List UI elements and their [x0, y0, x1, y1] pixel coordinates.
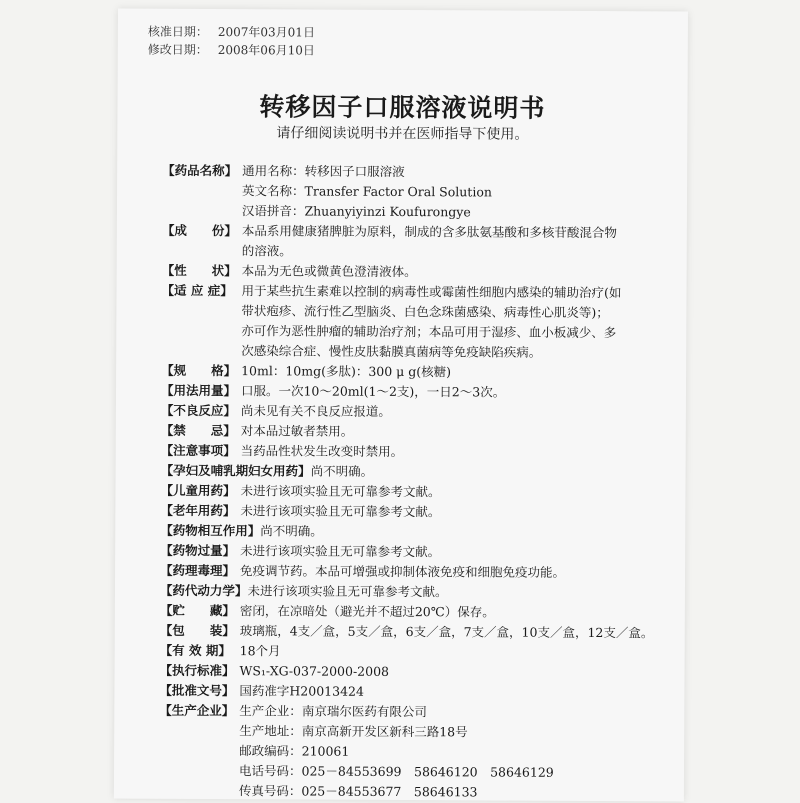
approval-number-value: 国药准字H20013424: [239, 683, 365, 699]
section-interactions: [160, 521, 670, 544]
overdose-value: 未进行该项实验且无可靠参考文献。: [240, 543, 441, 560]
section-label: 【性 状】: [161, 262, 237, 279]
section-label: 【孕妇及哺乳期妇女用药】: [160, 462, 311, 479]
indications-line: 亦可作为恶性肿瘤的辅助治疗剂；本品可用于湿疹、血小板减少、多: [241, 323, 617, 341]
address-key: 生产地址：: [239, 723, 302, 739]
company-key: 生产企业：: [239, 703, 302, 719]
section-label: 【药理毒理】: [160, 562, 236, 579]
phone-key: 电话号码：: [238, 763, 302, 779]
composition-line: 的溶液。: [241, 243, 292, 259]
section-indications: [161, 281, 671, 364]
section-pharmacology: [160, 561, 670, 584]
document-subtitle: 请仔细阅读说明书并在医师指导下使用。: [276, 125, 529, 143]
section-package: [160, 621, 670, 644]
postcode-key: 邮政编码：: [239, 743, 302, 759]
fax-key: 传真号码：: [238, 783, 302, 799]
pharmacokinetics-value: 未进行该项实验且无可靠参考文献。: [247, 583, 448, 600]
approval-date-label: 核准日期：: [147, 24, 208, 39]
standard-value: WS₁-XG-037-2000-2008: [239, 663, 390, 679]
phone-value: 025－84553699 58646120 58646129: [301, 763, 554, 780]
package-value: 玻璃瓶，4支／盒，5支／盒，6支／盒，7支／盒，10支／盒，12支／盒。: [239, 623, 654, 641]
appearance-line: 本品为无色或微黄色澄清液体。: [241, 263, 417, 280]
section-pregnancy: [161, 461, 671, 484]
section-label: 【执行标准】: [159, 662, 235, 679]
section-label: 【用法用量】: [160, 382, 237, 399]
section-label: 【禁 忌】: [160, 422, 236, 439]
interactions-value: 尚不明确。: [260, 523, 323, 539]
adverse-value: 尚未见有关不良反应报道。: [240, 403, 391, 419]
contraindications-value: 对本品过敏者禁用。: [240, 423, 354, 439]
section-geriatric: [160, 501, 670, 524]
section-label: 【注意事项】: [160, 442, 236, 459]
section-label: 【包 装】: [159, 622, 235, 639]
sections: [159, 161, 672, 803]
composition-line: 本品系用健康猪脾脏为原料，制成的含多肽氨基酸和多核苷酸混合物: [241, 223, 617, 241]
section-precautions: [161, 441, 671, 464]
geriatric-value: 未进行该项实验且无可靠参考文献。: [240, 503, 441, 520]
revision-date-label: 修改日期：: [147, 42, 208, 57]
section-label: 【批准文号】: [159, 682, 235, 699]
section-label: 【药物相互作用】: [160, 522, 261, 539]
indications-line: 带状疱疹、流行性乙型脑炎、白色念珠菌感染、病毒性心肌炎等)；: [241, 303, 609, 321]
section-pediatric: [160, 481, 670, 504]
precautions-value: 当药品性状发生改变时禁用。: [240, 443, 404, 460]
address-value: 南京高新开发区新科三路18号: [301, 723, 468, 740]
pregnancy-value: 尚不明确。: [310, 463, 374, 479]
section-contraindications: [161, 421, 671, 444]
section-dosage: [161, 381, 671, 404]
section-appearance: [162, 261, 672, 284]
revision-date-line: [148, 41, 315, 60]
section-label: 【药代动力学】: [159, 582, 248, 599]
section-label: 【不良反应】: [160, 402, 236, 419]
pinyin-name-key: 汉语拼音：: [241, 203, 305, 219]
section-approval-number: [159, 681, 669, 704]
date-block: [148, 23, 315, 60]
section-drug-name: [162, 161, 672, 224]
section-label: 【药物过量】: [160, 542, 236, 559]
approval-date-line: [148, 23, 315, 42]
pediatric-value: 未进行该项实验且无可靠参考文献。: [240, 483, 441, 500]
section-overdose: [160, 541, 670, 564]
section-label: 【药品名称】: [162, 162, 238, 179]
section-label: 【成 份】: [161, 222, 237, 239]
section-label: 【儿童用药】: [160, 482, 236, 499]
pharmacology-value: 免疫调节药。本品可增强或抑制体液免疫和细胞免疫功能。: [240, 563, 566, 580]
section-composition: [162, 221, 672, 264]
indications-line: 次感染综合症、慢性皮肤黏膜真菌病等免疫缺陷疾病。: [241, 343, 542, 360]
english-name-value: Transfer Factor Oral Solution: [304, 183, 492, 200]
section-manufacturer: [159, 701, 670, 803]
section-label: 【老年用药】: [160, 502, 236, 519]
pinyin-name-value: Zhuanyiyinzi Koufurongye: [304, 203, 471, 220]
section-storage: [160, 601, 670, 624]
generic-name-key: 通用名称：: [242, 163, 305, 179]
revision-date-value: 2008年06月10日: [217, 43, 315, 58]
section-adverse-reactions: [161, 401, 671, 424]
section-label: 【规 格】: [161, 362, 237, 379]
validity-value: 18个月: [239, 643, 281, 659]
fax-value: 025－84553677 58646133: [301, 783, 478, 800]
company-value: 南京瑞尔医药有限公司: [301, 703, 427, 720]
indications-line: 用于某些抗生素难以控制的病毒性或霉菌性细胞内感染的辅助治疗(如: [241, 283, 622, 301]
section-validity: [160, 641, 670, 664]
section-label: 【贮 藏】: [159, 602, 235, 619]
section-standard: [159, 661, 669, 684]
postcode-value: 210061: [301, 743, 350, 759]
approval-date-value: 2007年03月01日: [217, 25, 316, 40]
section-pharmacokinetics: [160, 581, 670, 604]
generic-name-value: 转移因子口服溶液: [304, 163, 405, 180]
english-name-key: 英文名称：: [242, 183, 305, 199]
document-title: 转移因子口服溶液说明书: [259, 92, 546, 123]
dosage-value: 口服。一次10～20ml(1～2支)，一日2～3次。: [240, 383, 506, 400]
storage-value: 密闭，在凉暗处（避光并不超过20℃）保存。: [239, 603, 495, 620]
specification-value: 10ml：10mg(多肽)：300 μ g(核糖): [241, 363, 452, 380]
instruction-leaflet: [114, 9, 688, 802]
section-label: 【适 应 症】: [161, 282, 233, 299]
section-label: 【生产企业】: [159, 702, 235, 719]
section-specification: [161, 361, 671, 384]
section-label: 【有 效 期】: [159, 642, 231, 659]
